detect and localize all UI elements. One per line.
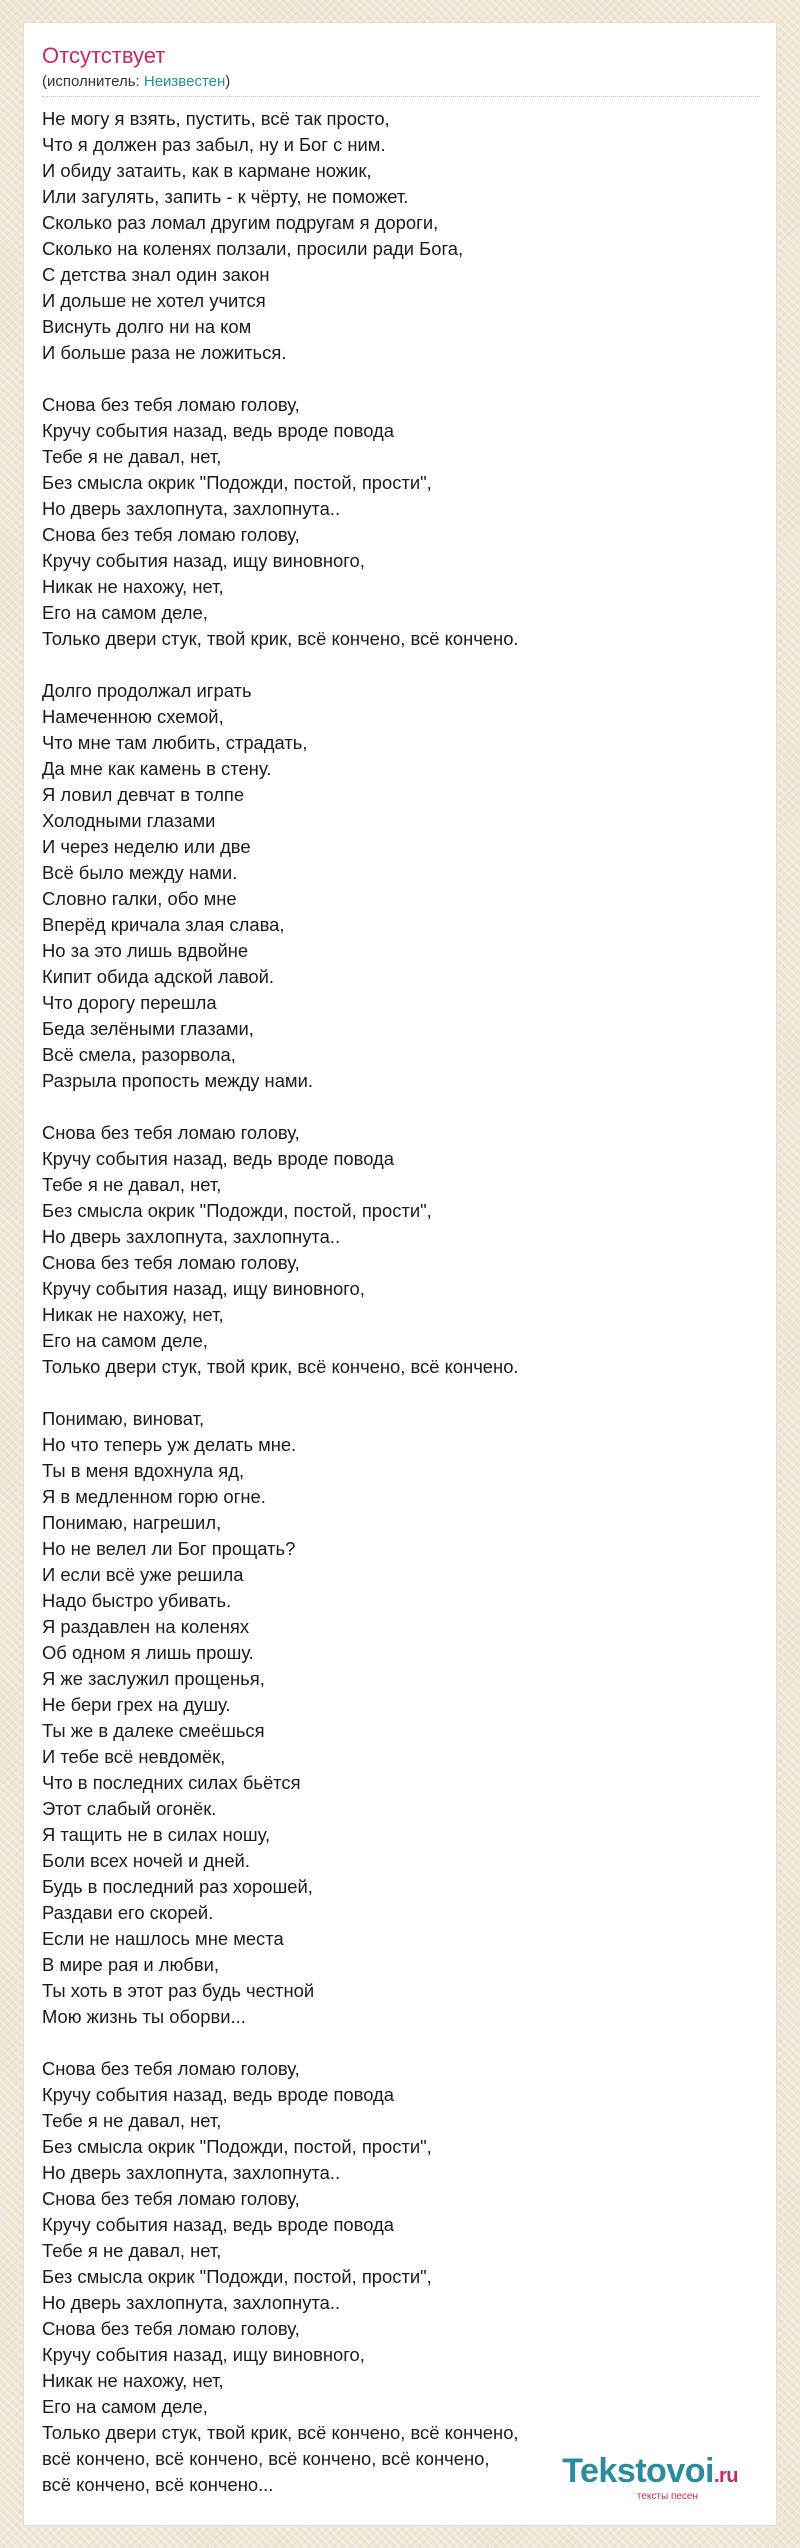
lyrics-line: Никак не нахожу, нет, — [42, 576, 224, 597]
lyrics-line: Всё смела, разорвола, — [42, 1044, 236, 1065]
lyrics-line: Ты в меня вдохнула яд, — [42, 1460, 245, 1481]
lyrics-stanza — [42, 106, 758, 366]
lyrics-line: Снова без тебя ломаю голову, — [42, 394, 300, 415]
lyrics-line: Вперёд кричала злая слава, — [42, 914, 285, 935]
site-logo[interactable] — [562, 2453, 738, 2503]
lyrics-line: Его на самом деле, — [42, 1330, 208, 1351]
lyrics-line: Без смысла окрик "Подожди, постой, прости", — [42, 2136, 432, 2157]
lyrics-line: И тебе всё невдомёк, — [42, 1746, 226, 1767]
lyrics-line: Снова без тебя ломаю голову, — [42, 2318, 300, 2339]
lyrics-line: Что дорогу перешла — [42, 992, 217, 1013]
lyrics-line: Но дверь захлопнута, захлопнута.. — [42, 2162, 341, 2183]
artist-link[interactable]: Неизвестен — [143, 73, 226, 90]
lyrics-line: Никак не нахожу, нет, — [42, 1304, 224, 1325]
lyrics-line: Ты хоть в этот раз будь честной — [42, 1980, 315, 2001]
lyrics-line: Словно галки, обо мне — [42, 888, 237, 909]
lyrics-line: Долго продолжал играть — [42, 680, 252, 701]
lyrics-line: Что в последних силах бьётся — [42, 1772, 301, 1793]
lyrics-line: Я в медленном горю огне. — [42, 1486, 266, 1507]
lyrics-line: Ты же в далеке смеёшься — [42, 1720, 265, 1741]
lyrics-line: Но дверь захлопнута, захлопнута.. — [42, 498, 341, 519]
lyrics-line: Тебе я не давал, нет, — [42, 1174, 222, 1195]
lyrics-line: Сколько раз ломал другим подругам я дороги, — [42, 212, 439, 233]
logo-tagline: тексты песен — [636, 2491, 698, 2502]
lyrics-line: Только двери стук, твой крик, всё кончено, всё кончено, — [42, 2422, 519, 2443]
lyrics-line: Холодными глазами — [42, 810, 216, 831]
lyrics-line: Но не велел ли Бог прощать? — [42, 1538, 296, 1559]
lyrics-line: Понимаю, нагрешил, — [42, 1512, 222, 1533]
lyrics-line: Тебе я не давал, нет, — [42, 2240, 222, 2261]
lyrics-line: Тебе я не давал, нет, — [42, 2110, 222, 2131]
lyrics-line: Виснуть долго ни на ком — [42, 316, 252, 337]
lyrics-line: Будь в последний раз хорошей, — [42, 1876, 313, 1897]
lyrics-line: Кручу события назад, ведь вроде повода — [42, 2214, 394, 2235]
lyrics-line: Намеченною схемой, — [42, 706, 224, 727]
lyrics-line: Не бери грех на душу. — [42, 1694, 231, 1715]
lyrics-line: Что мне там любить, страдать, — [42, 732, 308, 753]
lyrics-line: Я ловил девчат в толпе — [42, 784, 245, 805]
lyrics-line: Надо быстро убивать. — [42, 1590, 232, 1611]
lyrics-line: Я раздавлен на коленях — [42, 1616, 250, 1637]
lyrics-line: Его на самом деле, — [42, 2396, 208, 2417]
lyrics-line: Снова без тебя ломаю голову, — [42, 1122, 300, 1143]
lyrics-line: Кручу события назад, ищу виновного, — [42, 550, 365, 571]
lyrics-line: В мире рая и любви, — [42, 1954, 219, 1975]
lyrics-line: Кручу события назад, ведь вроде повода — [42, 1148, 394, 1169]
lyrics-line: Кручу события назад, ведь вроде повода — [42, 420, 394, 441]
lyrics-stanza — [42, 678, 758, 1094]
lyrics-line: Кручу события назад, ищу виновного, — [42, 1278, 365, 1299]
artist-suffix: ) — [225, 73, 231, 90]
lyrics-line: Я же заслужил прощенья, — [42, 1668, 265, 1689]
lyrics-line: Снова без тебя ломаю голову, — [42, 2188, 300, 2209]
lyrics-stanza — [42, 1120, 758, 1380]
lyrics-line: Без смысла окрик "Подожди, постой, прости", — [42, 1200, 432, 1221]
song-title: Отсутствует — [42, 43, 166, 68]
lyrics-line: И дольше не хотел учится — [42, 290, 266, 311]
lyrics-line: Если не нашлось мне места — [42, 1928, 284, 1949]
lyrics-line: Сколько на коленях ползали, просили ради Бога, — [42, 238, 464, 259]
lyrics-line: Понимаю, виноват, — [42, 1408, 205, 1429]
lyrics-line: Никак не нахожу, нет, — [42, 2370, 224, 2391]
lyrics-line: Разрыла пропость между нами. — [42, 1070, 313, 1091]
lyrics-line: Или загулять, запить - к чёрту, не поможет. — [42, 186, 409, 207]
lyrics-line: Кручу события назад, ведь вроде повода — [42, 2084, 394, 2105]
lyrics-stanza — [42, 1406, 758, 2030]
lyrics-line: Снова без тебя ломаю голову, — [42, 1252, 300, 1273]
lyrics-line: Без смысла окрик "Подожди, постой, прости", — [42, 2266, 432, 2287]
lyrics-line: Не могу я взять, пустить, всё так просто, — [42, 108, 390, 129]
lyrics-line: всё кончено, всё кончено... — [42, 2474, 274, 2495]
title-divider — [42, 96, 760, 97]
lyrics-line: И больше раза не ложиться. — [42, 342, 287, 363]
lyrics-line: И через неделю или две — [42, 836, 251, 857]
artist-prefix: (исполнитель: — [42, 73, 144, 90]
lyrics-line: Без смысла окрик "Подожди, постой, прости", — [42, 472, 432, 493]
lyrics-line: Всё было между нами. — [42, 862, 238, 883]
lyrics-stanza — [42, 2056, 758, 2498]
lyrics-line: Об одном я лишь прошу. — [42, 1642, 254, 1663]
lyrics-line: Кипит обида адской лавой. — [42, 966, 275, 987]
lyrics-stanza — [42, 392, 758, 652]
lyrics-line: Беда зелёными глазами, — [42, 1018, 254, 1039]
lyrics-line: Его на самом деле, — [42, 602, 208, 623]
logo-wordmark — [562, 2453, 738, 2494]
lyrics-line: всё кончено, всё кончено, всё кончено, всё кончено, — [42, 2448, 490, 2469]
lyrics-line: Но за это лишь вдвойне — [42, 940, 249, 961]
lyrics-line: Раздави его скорей. — [42, 1902, 214, 1923]
lyrics-line: Что я должен раз забыл, ну и Бог с ним. — [42, 134, 386, 155]
lyrics-line: Снова без тебя ломаю голову, — [42, 524, 300, 545]
lyrics-line: Кручу события назад, ищу виновного, — [42, 2344, 365, 2365]
lyrics-line: Но что теперь уж делать мне. — [42, 1434, 297, 1455]
lyrics-line: Но дверь захлопнута, захлопнута.. — [42, 1226, 341, 1247]
artist-line — [42, 73, 230, 91]
lyrics-card — [23, 22, 777, 2526]
lyrics-text — [42, 106, 758, 2524]
lyrics-line: Да мне как камень в стену. — [42, 758, 272, 779]
lyrics-line: Но дверь захлопнута, захлопнута.. — [42, 2292, 341, 2313]
lyrics-line: И если всё уже решила — [42, 1564, 244, 1585]
lyrics-line: Боли всех ночей и дней. — [42, 1850, 250, 1871]
lyrics-line: Этот слабый огонёк. — [42, 1798, 217, 1819]
lyrics-line: Я тащить не в силах ношу, — [42, 1824, 271, 1845]
lyrics-line: Только двери стук, твой крик, всё кончено, всё кончено. — [42, 1356, 519, 1377]
lyrics-line: Снова без тебя ломаю голову, — [42, 2058, 300, 2079]
lyrics-line: Тебе я не давал, нет, — [42, 446, 222, 467]
lyrics-line: И обиду затаить, как в кармане ножик, — [42, 160, 372, 181]
lyrics-line: Мою жизнь ты оборви... — [42, 2006, 246, 2027]
lyrics-line: С детства знал один закон — [42, 264, 270, 285]
lyrics-line: Только двери стук, твой крик, всё кончено, всё кончено. — [42, 628, 519, 649]
logo-name: Tekstovoi — [562, 2452, 714, 2490]
logo-tld: .ru — [713, 2465, 738, 2487]
